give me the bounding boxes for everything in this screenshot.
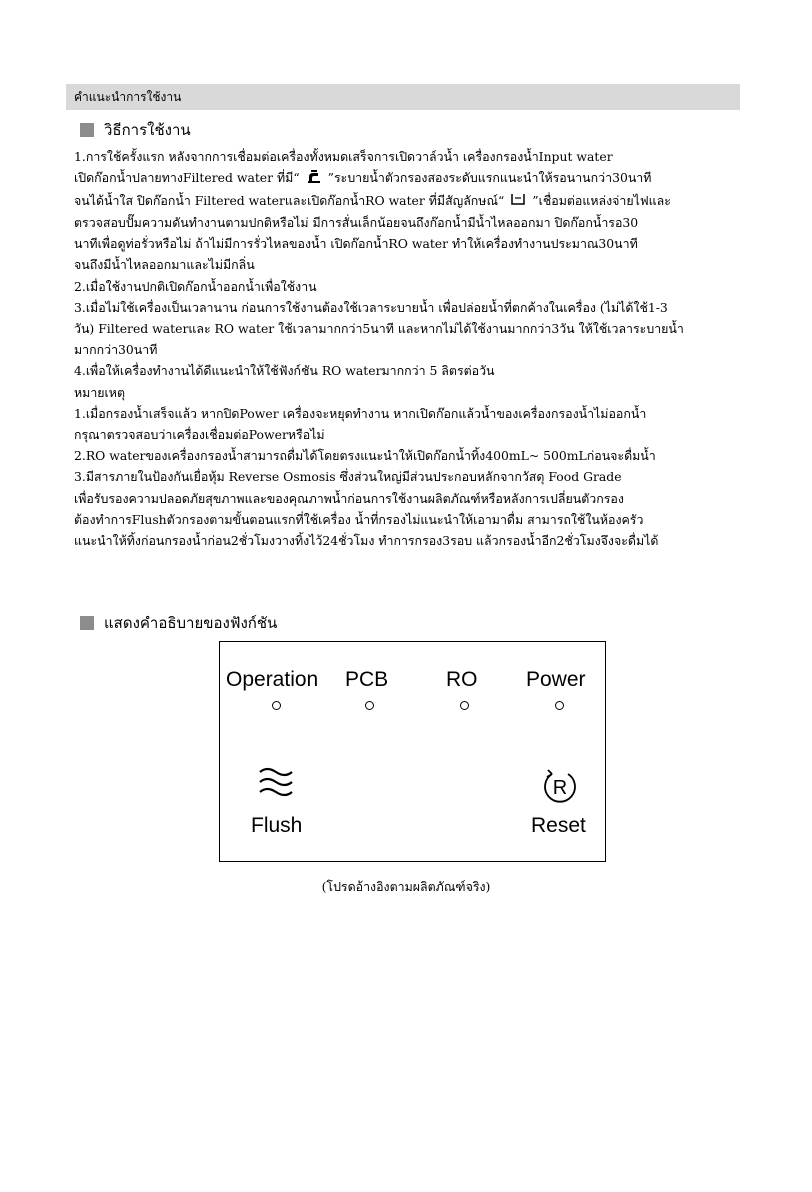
text-line: 4.เพื่อให้เครื่องทำงานได้ดีแนะนำให้ใช้ฟังก์ชัน RO waterมากกว่า 5 ลิตรต่อวัน [74,363,495,379]
label-operation: Operation [226,668,319,691]
section-square-icon [80,123,94,137]
section-heading-functions [80,611,277,635]
text-line: เปิดก๊อกน้ำปลายทางFiltered water ที่มี“ ”ระบายน้ำตัวกรองสองระดับแรกแนะนำให้รอนานกว่า30นาที [74,167,744,190]
ro-indicator-icon [460,701,469,710]
control-panel-diagram [219,641,606,862]
text-line: กรุณาตรวจสอบว่าเครื่องเชื่อมต่อPowerหรือไม่ [74,426,325,442]
label-ro: RO [446,668,478,691]
text-line: 2.RO waterของเครื่องกรองน้ำสามารถดื่มได้โดยตรงแนะนำให้เปิดก๊อกน้ำทิ้ง400mL~ 500mLก่อนจะดื่มน้ำ [74,448,656,464]
reset-label: Reset [531,814,586,837]
flush-label: Flush [251,814,303,837]
figure-caption: (โปรดอ้างอิงตามผลิตภัณฑ์จริง) [321,879,491,894]
instructions-body [74,146,744,551]
text-line: เพื่อรับรองความปลอดภัยสุขภาพและของคุณภาพน้ำก่อนการใช้งานผลิตภัณฑ์หรือหลังการเปลี่ยนตัวกรอง [74,490,624,506]
section-title: วิธีการใช้งาน [104,121,191,139]
section-title: แสดงคำอธิบายของฟังก์ชัน [104,614,278,632]
power-indicator-icon [555,701,564,710]
text-line: นาทีเพื่อดูท่อรั่วหรือไม่ ถ้าไม่มีการรั่วไหลของน้ำ เปิดก๊อกน้ำRO water ทำให้เครื่องทำงานประมาณ30นาที [74,236,638,252]
section-square-icon [80,616,94,630]
text-line: 3.มีสารภายในป้องกันเยื่อหุ้ม Reverse Osmosis ซึ่งส่วนใหญ่มีส่วนประกอบหลักจากวัสดุ Food Grade [74,469,622,485]
text-line: แนะนำให้ทิ้งก่อนกรองน้ำก่อน2ชั่วโมงวางทิ้งไว้24ชั่วโมง ทำการกรอง3รอบ แล้วกรองน้ำอีก2ชั่วโมงจึงจะดื่มได้ [74,532,659,548]
label-pcb: PCB [345,668,389,691]
pcb-indicator-icon [365,701,374,710]
text-line: จนถึงมีน้ำไหลออกมาและไม่มีกลิ่น [74,257,255,273]
operation-indicator-icon [272,701,281,710]
svg-text:R: R [552,777,568,799]
header-bar [66,84,740,110]
text-line: จนได้น้ำใส ปิดก๊อกน้ำ Filtered waterและเปิดก๊อกน้ำRO water ที่มีสัญลักษณ์“ ”เชื่อมต่อแหล่งจ่ายไฟและ [74,190,744,212]
cup-icon [510,191,526,212]
text-line: ต้องทำการFlushตัวกรองตามขั้นตอนแรกที่ใช้เครื่อง น้ำที่กรองไม่แนะนำให้เอามาดื่ม สามารถใช้ในห้องครัว [74,511,644,527]
reset-icon [540,766,580,811]
faucet-icon [306,168,322,190]
text-line: 2.เมื่อใช้งานปกติเปิดก๊อกน้ำออกน้ำเพื่อใช้งาน [74,278,317,294]
text-line: 1.การใช้ครั้งแรก หลังจากการเชื่อมต่อเครื่องทั้งหมดเสร็จการเปิดวาล์วน้ำ เครื่องกรองน้ำInput water [74,149,613,164]
text-line: มากกว่า30นาที [74,342,158,358]
label-power: Power [526,668,586,691]
text-line: 1.เมื่อกรองน้ำเสร็จแล้ว หากปิดPower เครื่องจะหยุดทำงาน หากเปิดก๊อกแล้วน้ำของเครื่องกรองน้ำไม่ออกน้ำ [74,405,647,421]
text-line: หมายเหตุ [74,384,126,400]
section-heading-usage [80,118,191,142]
text-line: วัน) Filtered waterและ RO water ใช้เวลามากกว่า5นาที และหากไม่ได้ใช้งานมากกว่า3วัน ให้ใช้เวลาระบายน้ำ [74,320,684,336]
text-line: ตรวจสอบปั๊มความดันทำงานตามปกติหรือไม่ มีการสั่นเล็กน้อยจนถึงก๊อกน้ำมีน้ำไหลออกมา ปิดก๊อกน้ำรอ30 [74,214,639,230]
text-line: 3.เมื่อไม่ใช้เครื่องเป็นเวลานาน ก่อนการใช้งานต้องใช้เวลาระบายน้ำ เพื่อปล่อยน้ำที่ตกค้างในเครื่อง (ไม่ได้ใช้1-3 [74,299,668,315]
header-title: คำแนะนำการใช้งาน [74,89,182,104]
waves-icon [257,763,295,806]
